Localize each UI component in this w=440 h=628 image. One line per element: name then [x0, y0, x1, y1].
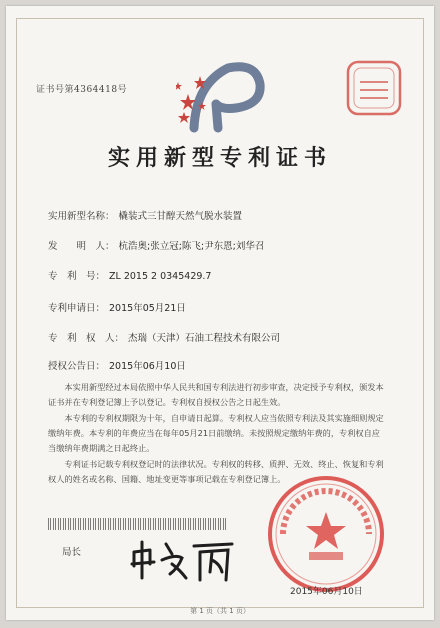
field-value: 杭浩奥;张立冠;陈飞;尹东恩;刘华召 — [118, 241, 265, 252]
field-value: 2015年06月10日 — [109, 361, 186, 372]
seal-date: 2015年06月10日 — [290, 587, 363, 597]
field-value: 杰瑞（天津）石油工程技术有限公司 — [128, 333, 281, 344]
field-label: 授权公告日： — [48, 361, 106, 372]
director-label: 局长 — [62, 547, 82, 558]
official-seal-icon — [261, 474, 391, 594]
certificate-number: 证书号第4364418号 — [36, 85, 128, 95]
field-utility-name — [48, 208, 242, 222]
field-application-date — [48, 300, 186, 314]
field-label: 专利申请日： — [48, 303, 106, 314]
body-paragraph: 本专利的专利权期限为十年，自申请日起算。专利权人应当依照专利法及其实施细则规定缴纳年费。本专利的年费应当在每年05月21日前缴纳。未按照规定缴纳年费的，专利权自应当缴纳年费期满之日起终止。 — [48, 413, 384, 453]
page-number: 第 1 页（共 1 页） — [190, 607, 250, 615]
field-value: 2015年05月21日 — [109, 303, 186, 314]
body-paragraph: 专利证书记载专利权登记时的法律状况。专利权的转移、质押、无效、终止、恢复和专利权人的姓名或名称、国籍、地址变更等事项记载在专利登记簿上。 — [48, 459, 384, 484]
official-stamp-icon — [342, 58, 406, 118]
field-label: 发 明 人： — [48, 241, 115, 252]
field-label: 专 利 号： — [48, 271, 106, 282]
field-value: 橇装式三甘醇天然气脱水装置 — [118, 211, 243, 222]
barcode — [48, 518, 228, 530]
director-signature-icon — [128, 534, 238, 584]
field-inventors — [48, 238, 264, 252]
field-label: 实用新型名称： — [48, 211, 115, 222]
field-patentee — [48, 330, 280, 344]
field-patent-number — [48, 268, 211, 282]
field-label: 专 利 权 人： — [48, 333, 125, 344]
certificate-body — [48, 380, 386, 488]
field-value: ZL 2015 2 0345429.7 — [109, 271, 212, 282]
certificate-title: 实用新型专利证书 — [107, 146, 332, 171]
sipo-logo-icon — [176, 54, 266, 134]
body-paragraph: 本实用新型经过本局依照中华人民共和国专利法进行初步审查，决定授予专利权，颁发本证书并在专利登记簿上予以登记。专利权自授权公告之日起生效。 — [48, 382, 384, 407]
certificate-page — [6, 6, 434, 620]
field-grant-date — [48, 358, 186, 372]
